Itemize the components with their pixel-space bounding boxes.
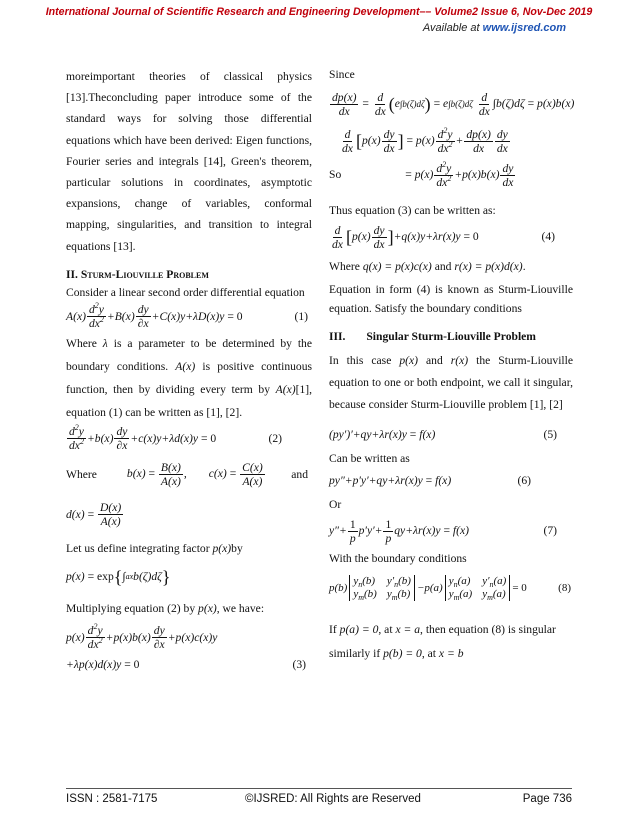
where-paragraph: Where λ is a parameter to be determined by the boundary conditions. A(x) is positive continuous function, then by dividing every term by A(x)[1], equation (1) can be written as [1], [2]. — [66, 336, 313, 419]
equation-1: A(x) $\frac{d^2y}{dx^2}$ +B(x) $\frac{dy}{\partial x}$ +C(x)y+λD(x)y = 0 (1) — [66, 301, 308, 331]
section-number: III. — [329, 330, 346, 343]
journal-url-link[interactable]: www.ijsred.com — [482, 22, 566, 34]
journal-header: International Journal of Scientific Research and Engineering Development–– Volume2 Issue 6, Nov-Dec 2019 — [45, 6, 593, 18]
where-q-text: Where q(x) = p(x)c(x) and r(x) = p(x)d(x). — [329, 260, 526, 273]
equation-1-number: (1) — [294, 309, 308, 323]
section-heading-2 — [66, 266, 312, 284]
equation-5: (py′)′+qy+λr(x)y = f(x) (5) — [329, 422, 573, 448]
equation-8-number: (8) — [558, 582, 571, 594]
can-be-text: Can be written as — [329, 452, 410, 465]
section-number: II. — [66, 267, 78, 281]
equation-2: $\frac{d^2y}{dx^2}$ +b(x) $\frac{dy}{\partial x}$ +c(x)y+λd(x)y = 0 (2) — [69, 423, 282, 453]
equation-7-number: (7) — [543, 524, 557, 537]
product-rule-line-1: $\frac{d}{dx}$ [ p(x) $\frac{dy}{dx}$ ] = p(x) $\frac{d^2y}{dx^2}$ + $\frac{dp(x)}{dx}$ $\frac{dy}{dx}$ — [342, 125, 508, 155]
section-title: Singular Sturm-Liouville Problem — [366, 330, 536, 343]
equation-3-line-1: p(x) $\frac{d^2y}{dx^2}$ +p(x)b(x) $\frac{dy}{\partial x}$ +p(x)c(x)y — [66, 622, 218, 652]
thus-text: Thus equation (3) can be written as: — [329, 204, 496, 217]
equation-4: $\frac{d}{dx}$ [ p(x) $\frac{dy}{dx}$ ] +q(x)y+λr(x)y = 0 (4) — [332, 223, 555, 251]
equation-5-number: (5) — [543, 428, 557, 441]
singular-paragraph: In this case p(x) and r(x) the Sturm-Liouville equation to one or both endpoint, we call it singular, because consider Sturm-Liouville problem [1], [2] — [329, 354, 574, 411]
equation-3-number: (3) — [292, 657, 306, 671]
equation-8: p(b) $y_n(b)$ $y'_n(b)$ $y_m(b)$ $y_m(b)$ −p(a) $y_n(a)$ $y'_n(a)$ $y_m(a)$ $y_m(a)$ = 0 (8) — [329, 575, 571, 603]
footer-copyright: ©IJSRED: All Rights are Reserved — [245, 793, 421, 805]
equation-4-number: (4) — [541, 230, 555, 243]
multiplying-text: Multiplying equation (2) by p(x), we have: — [66, 601, 265, 615]
equation-6: py″+p′y′+qy+λr(x)y = f(x) (6) — [329, 468, 573, 494]
available-label: Available at — [422, 22, 480, 34]
coefficient-definitions: Where b(x) = $\frac{B(x)}{A(x)}$ , c(x) = $\frac{C(x)}{A(x)}$ and — [66, 461, 308, 489]
footer-divider — [66, 788, 572, 789]
with-bc-text: With the boundary conditions — [329, 552, 467, 565]
footer-page-number: Page 736 — [522, 793, 572, 805]
coefficient-d: d(x) = $\frac{D(x)}{A(x)}$ — [66, 501, 122, 529]
section-title: Sturm-Liouville Problem — [80, 267, 209, 281]
integrating-factor-equation: p(x) = exp { ∫ a x b(ζ)dζ } — [66, 566, 171, 587]
equation-7: y″+ $\frac{1}{p}$ p′y′+ $\frac{1}{p}$ qy+λr(x)y = f(x) (7) — [329, 517, 557, 545]
right-column — [329, 66, 573, 666]
section-heading-3 — [329, 328, 573, 346]
intro-paragraph: moreimportant theories of classical physics [13].Theconcluding paper introduce some of the standard ways for solving those differential equations which have been derived: Eigen functions, Fourier series and integrals [14], Green's theorem, particular solutions in coordinates, asymptotic expansions, change of variables, conformal mapping, singularities, and transition to integral equations [13]. — [66, 70, 312, 253]
or-text: Or — [329, 498, 342, 511]
integrating-factor-text: Let us define integrating factor p(x)by — [66, 541, 243, 555]
form-paragraph: Equation in form (4) is known as Sturm-Liouville equation. Satisfy the boundary conditions — [329, 283, 573, 315]
availability-line — [423, 22, 566, 34]
left-column — [66, 66, 312, 676]
equation-2-number: (2) — [268, 431, 282, 445]
equation-3-line-2: +λp(x)d(x)y = 0 (3) — [66, 654, 312, 676]
footer-issn: ISSN : 2581-7175 — [66, 793, 158, 805]
singular-condition-text: If p(a) = 0, at x = a, then equation (8) is singular similarly if p(b) = 0, at x = b — [329, 623, 556, 660]
product-rule-line-2: So = p(x) $\frac{d^2y}{dx^2}$ +p(x)b(x) $\frac{dy}{dx}$ — [329, 159, 514, 189]
since-text: Since — [329, 68, 355, 81]
derivative-equation: $\frac{dp(x)}{dx}$ = $\frac{d}{dx}$ ( e ∫b(ζ)dζ ) = e ∫b(ζ)dζ $\frac{d}{dx}$ ∫b(ζ)dζ = p(x)b(x) — [332, 90, 575, 118]
equation-6-number: (6) — [517, 474, 531, 487]
consider-text: Consider a linear second order differential equation — [66, 285, 305, 299]
